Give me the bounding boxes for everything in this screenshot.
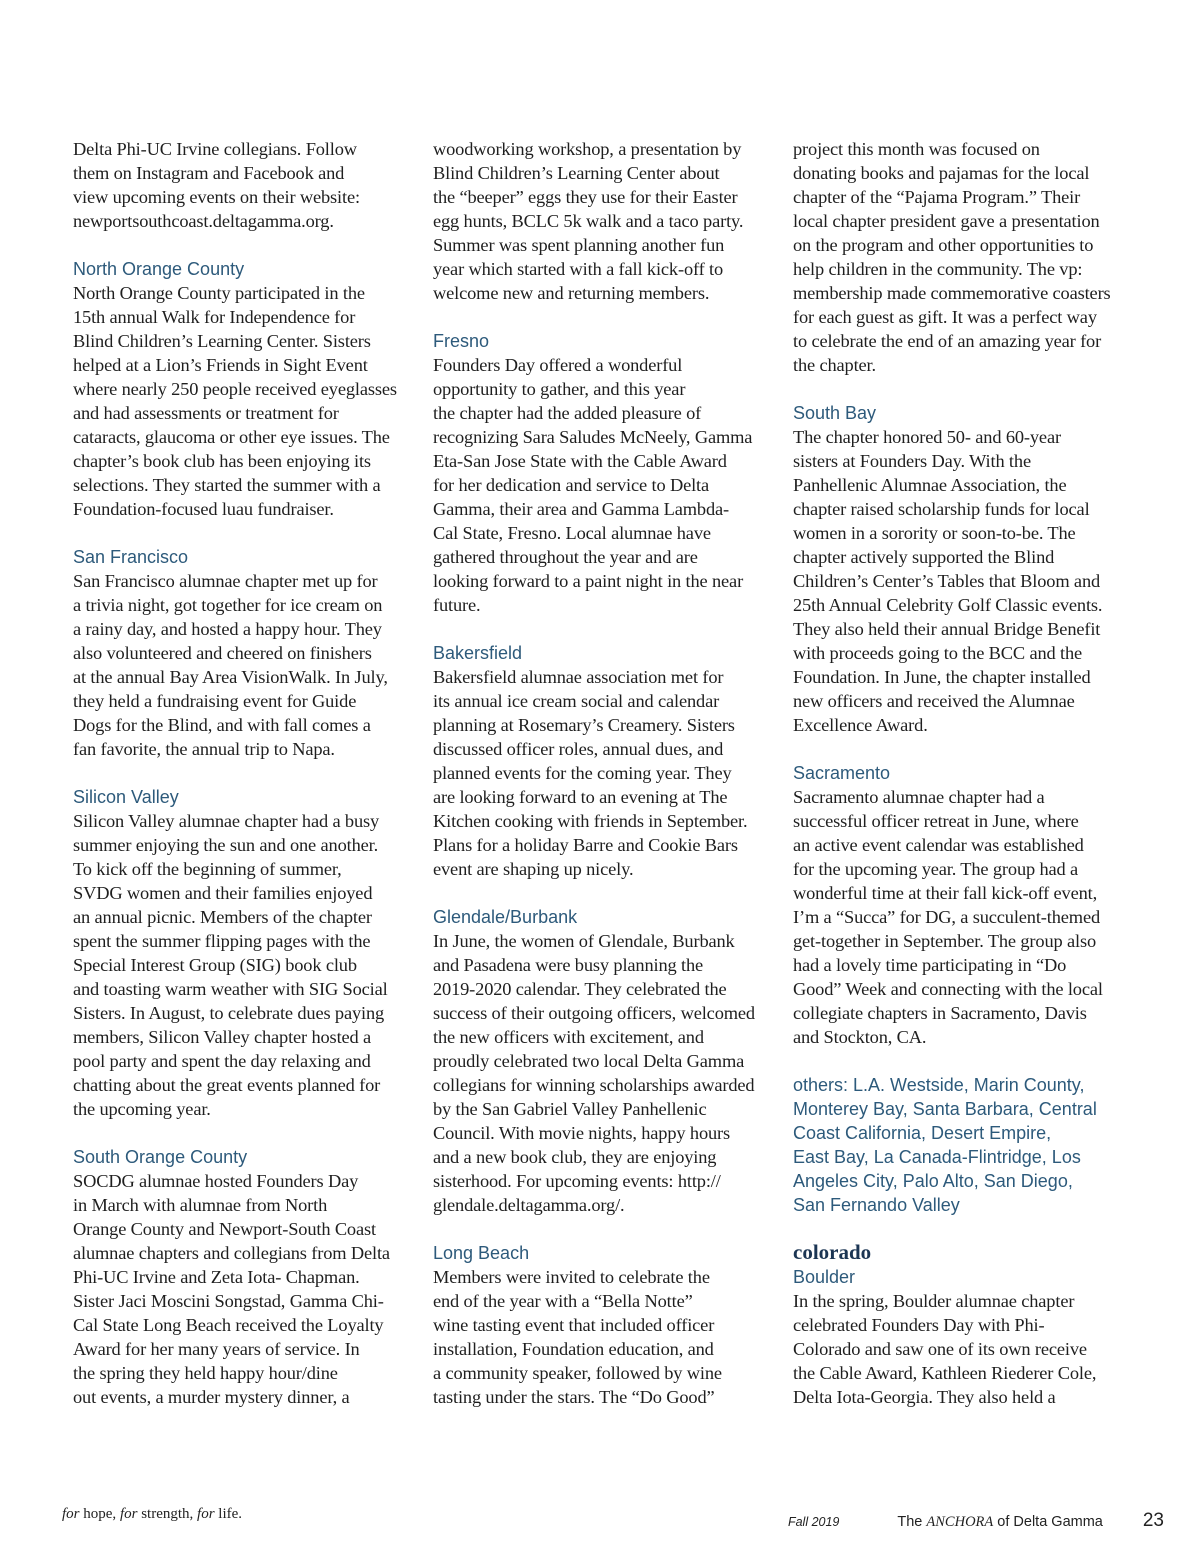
chapter-heading-silicon-valley: Silicon Valley	[73, 787, 179, 807]
chapter-body-sacramento: Sacramento alumnae chapter had a successful officer retreat in June, where an active event calendar was established for the upcoming year. The group had a wonderful time at their fall kick-off event, I’m a “Succa” for DG, a succulent-themed get-together in September. The group also had a lovely time participating in “Do Good” Week and connecting with the local collegiate chapters in Sacramento, Davis and Stockton, CA.	[793, 787, 1103, 1047]
tagline-word: hope,	[79, 1506, 120, 1522]
issue-date: Fall 2019	[787, 1515, 840, 1529]
tagline-word: life.	[214, 1506, 243, 1522]
chapter-body-fresno: Founders Day offered a wonderful opportunity to gather, and this year the chapter had the added pleasure of recognizing Sara Saludes McNeely, Gamma Eta-San Jose State with the Cable Award for her dedication and service to Delta Gamma, their area and Gamma Lambda- Cal State, Fresno. Local alumnae have gathered throughout the year and are looking forward to a paint night in the near future.	[433, 355, 753, 615]
chapter-body-glendale-burbank: In June, the women of Glendale, Burbank and Pasadena were busy planning the 2019-2020 calendar. They celebrated the success of their outgoing officers, welcomed the new officers with excitement, and proudly celebrated two local Delta Gamma collegians for winning scholarships awarded by the San Gabriel Valley Panhellenic Council. With movie nights, happy hours and a new book club, they are enjoying sisterhood. For upcoming events: http:// glendale.deltagamma.org/.	[433, 931, 755, 1215]
chapter-heading-south-bay: South Bay	[793, 403, 877, 423]
chapter-body-san-francisco: San Francisco alumnae chapter met up for a trivia night, got together for ice cream on a rainy day, and hosted a happy hour. They also volunteered and cheered on finishers at the annual Bay Area VisionWalk. In July, they held a fundraising event for Guide Dogs for the Blind, and with fall comes a fan favorite, the annual trip to Napa.	[73, 571, 388, 759]
chapter-body-boulder: In the spring, Boulder alumnae chapter celebrated Founders Day with Phi- Colorado and saw one of its own receive the Cable Award, Kathleen Riederer Cole, Delta Iota-Georgia. They also held a	[793, 1291, 1097, 1407]
column-1	[73, 137, 413, 1409]
footer-tagline	[62, 1506, 242, 1523]
magazine-name: ANCHORA	[926, 1514, 994, 1530]
tagline-for: for	[197, 1506, 215, 1522]
chapter-heading-glendale-burbank: Glendale/Burbank	[433, 907, 578, 927]
continued-text: Delta Phi-UC Irvine collegians. Follow them on Instagram and Facebook and view upcoming events on their website: newportsouthcoast.deltagamma.org.	[73, 139, 360, 231]
state-heading-colorado: colorado	[793, 1240, 872, 1264]
chapter-body-north-orange-county: North Orange County participated in the 15th annual Walk for Independence for Blind Children’s Learning Center. Sisters helped at a Lion’s Friends in Sight Event where nearly 250 people received eyeglasses and had assessments or treatment for cataracts, glaucoma or other eye issues. The chapter’s book club has been enjoying its selections. They started the summer with a Foundation-focused luau fundraiser.	[73, 283, 397, 519]
page-number: 23	[1142, 1510, 1164, 1531]
magazine-title	[897, 1514, 1102, 1531]
tagline-word: strength,	[137, 1506, 198, 1522]
other-chapters-list: others: L.A. Westside, Marin County, Monterey Bay, Santa Barbara, Central Coast California, Desert Empire, East Bay, La Canada-Flintridge, Los Angeles City, Palo Alto, San Diego, San Fernando Valley	[793, 1075, 1097, 1215]
chapter-heading-fresno: Fresno	[433, 331, 490, 351]
chapter-heading-san-francisco: San Francisco	[73, 547, 189, 567]
chapter-body-silicon-valley: Silicon Valley alumnae chapter had a busy summer enjoying the sun and one another. To kick off the beginning of summer, SVDG women and their families enjoyed an annual picnic. Members of the chapter spent the summer flipping pages with the Special Interest Group (SIG) book club and toasting warm weather with SIG Social Sisters. In August, to celebrate dues paying members, Silicon Valley chapter hosted a pool party and spent the day relaxing and chatting about the great events planned for the upcoming year.	[73, 811, 388, 1119]
chapter-body-south-orange-county: SOCDG alumnae hosted Founders Day in March with alumnae from North Orange County and Newport-South Coast alumnae chapters and collegians from Delta Phi-UC Irvine and Zeta Iota- Chapman. Sister Jaci Moscini Songstad, Gamma Chi- Cal State Long Beach received the Loyalty Award for her many years of service. In the spring they held happy hour/dine out events, a murder mystery dinner, a	[73, 1171, 390, 1407]
chapter-heading-sacramento: Sacramento	[793, 763, 891, 783]
chapter-heading-north-orange-county: North Orange County	[73, 259, 245, 279]
column-3	[793, 137, 1138, 1409]
continued-text: woodworking workshop, a presentation by Blind Children’s Learning Center about the “beeper” eggs they use for their Easter egg hunts, BCLC 5k walk and a taco party. Summer was spent planning another fun year which started with a fall kick-off to welcome new and returning members.	[433, 139, 744, 303]
chapter-heading-south-orange-county: South Orange County	[73, 1147, 248, 1167]
continued-text: project this month was focused on donating books and pajamas for the local chapter of the “Pajama Program.” Their local chapter president gave a presentation on the program and other opportunities to help children in the community. The vp: membership made commemorative coasters for each guest as gift. It was a perfect way to celebrate the end of an amazing year for the chapter.	[793, 139, 1111, 375]
chapter-heading-bakersfield: Bakersfield	[433, 643, 523, 663]
chapter-body-south-bay: The chapter honored 50- and 60-year sisters at Founders Day. With the Panhellenic Alumnae Association, the chapter raised scholarship funds for local women in a sorority or soon-to-be. The chapter actively supported the Blind Children’s Center’s Tables that Bloom and 25th Annual Celebrity Golf Classic events. They also held their annual Bridge Benefit with proceeds going to the BCC and the Foundation. In June, the chapter installed new officers and received the Alumnae Excellence Award.	[793, 427, 1103, 735]
chapter-body-long-beach: Members were invited to celebrate the end of the year with a “Bella Notte” wine tasting event that included officer installation, Foundation education, and a community speaker, followed by wine tasting under the stars. The “Do Good”	[433, 1267, 722, 1407]
magazine-prefix: The	[897, 1514, 927, 1530]
tagline-for: for	[119, 1506, 138, 1522]
chapter-heading-long-beach: Long Beach	[433, 1243, 530, 1263]
column-2	[433, 137, 773, 1409]
chapter-heading-boulder: Boulder	[793, 1267, 856, 1287]
magazine-suffix: of Delta Gamma	[993, 1514, 1103, 1530]
tagline-for: for	[62, 1506, 80, 1522]
footer-info	[788, 1510, 1164, 1532]
chapter-body-bakersfield: Bakersfield alumnae association met for its annual ice cream social and calendar planning at Rosemary’s Creamery. Sisters discussed officer roles, annual dues, and planned events for the coming year. They are looking forward to an evening at The Kitchen cooking with friends in September. Plans for a holiday Barre and Cookie Bars event are shaping up nicely.	[433, 667, 748, 879]
